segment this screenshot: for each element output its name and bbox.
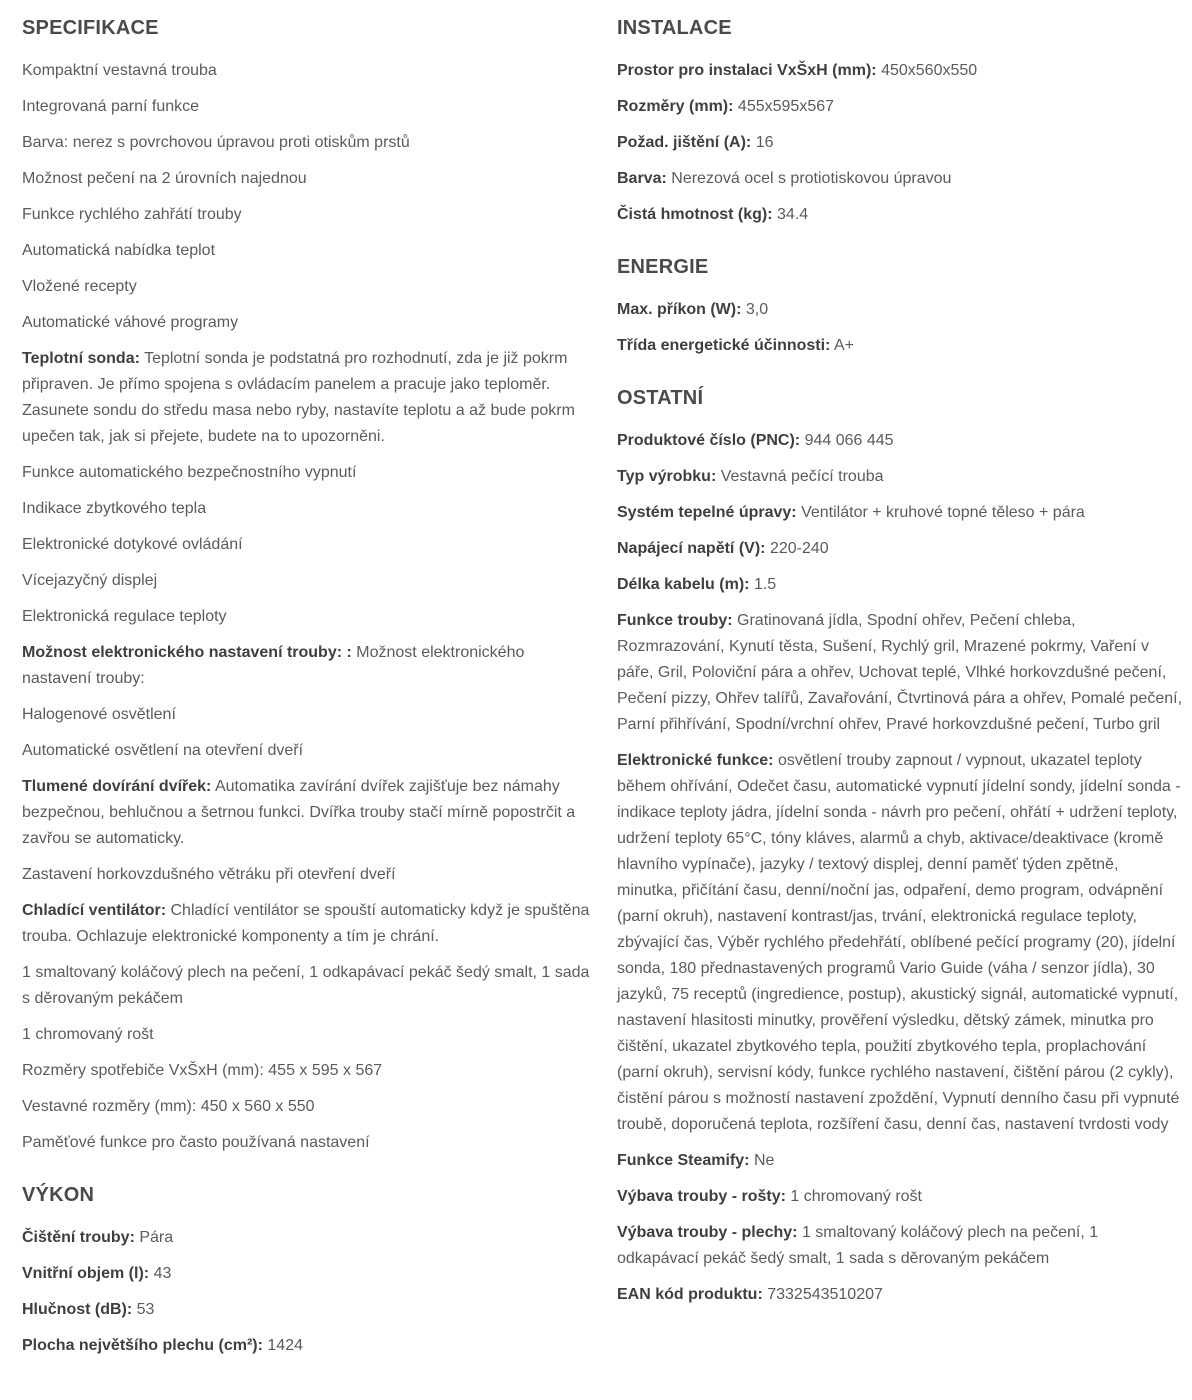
spec-item-label: Typ výrobku:: [617, 468, 717, 485]
spec-item-value: Vestavné rozměry (mm): 450 x 560 x 550: [22, 1098, 315, 1115]
spec-item-value: 220-240: [769, 540, 829, 557]
spec-item: [617, 500, 1183, 526]
spec-item: [22, 274, 592, 300]
section-title-instalace: INSTALACE: [617, 17, 732, 39]
spec-item-label: Barva:: [617, 170, 667, 187]
spec-item: [617, 572, 1183, 598]
spec-item-value: Barva: nerez s povrchovou úpravou proti otiskům prstů: [22, 134, 410, 151]
spec-item: [22, 1022, 592, 1048]
spec-item-value: Gratinovaná jídla, Spodní ohřev, Pečení chleba, Rozmrazování, Kynutí těsta, Sušení, Rychlý gril, Mrazené pokrmy, Vaření v páře, Gril, Poloviční pára a ohřev, Uchovat teplé, Vlhké horkovzdušné pečení, Pečení pizzy, Ohřev talířů, Zavařování, Čtvrtinová pára a ohřev, Pomalé pečení, Parní přihřívání, Spodní/vrchní ohřev, Pravé horkovzdušné pečení, Turbo gril: [617, 612, 1183, 733]
spec-item-label: Čistá hmotnost (kg):: [617, 206, 773, 223]
spec-item: [22, 310, 592, 336]
spec-item-value: Funkce automatického bezpečnostního vypnutí: [22, 464, 357, 481]
spec-item-value: 7332543510207: [767, 1286, 883, 1303]
spec-item: [617, 1220, 1183, 1272]
spec-item: [22, 496, 592, 522]
spec-item: [617, 1184, 1183, 1210]
spec-item: [617, 1282, 1183, 1308]
spec-item-value: 34.4: [777, 206, 809, 223]
spec-item-label: Rozměry (mm):: [617, 98, 734, 115]
spec-item-label: Produktové číslo (PNC):: [617, 432, 801, 449]
spec-item-value: Funkce rychlého zahřátí trouby: [22, 206, 242, 223]
spec-item-label: Třída energetické účinnosti:: [617, 337, 831, 354]
spec-item-value: Indikace zbytkového tepla: [22, 500, 207, 517]
spec-item: [22, 130, 592, 156]
spec-item-label: Funkce trouby:: [617, 612, 733, 629]
section-title-ostatni: OSTATNÍ: [617, 387, 704, 409]
spec-item-value: Ne: [753, 1152, 775, 1169]
spec-item-value: 1 smaltovaný koláčový plech na pečení, 1 odkapávací pekáč šedý smalt, 1 sada s děrovaným pekáčem: [617, 1224, 1099, 1267]
spec-item-value: 1 chromovaný rošt: [22, 1026, 154, 1043]
spec-item-label: Vnitřní objem (l):: [22, 1265, 150, 1282]
spec-item: [617, 130, 1183, 156]
spec-item-value: 1.5: [753, 576, 777, 593]
spec-item-value: 43: [153, 1265, 172, 1282]
spec-item: [22, 640, 592, 692]
spec-item-label: EAN kód produktu:: [617, 1286, 763, 1303]
spec-item-label: Prostor pro instalaci VxŠxH (mm):: [617, 62, 877, 79]
spec-item: [22, 1130, 592, 1156]
spec-item: [617, 748, 1183, 1138]
spec-item: [22, 1297, 592, 1323]
spec-item: [22, 1058, 592, 1084]
spec-item: [22, 862, 592, 888]
instalace-list: [617, 58, 1183, 228]
spec-item: [22, 166, 592, 192]
spec-item-label: Možnost elektronického nastavení trouby: :: [22, 644, 352, 661]
spec-item-value: Teplotní sonda je podstatná pro rozhodnutí, zda je již pokrm připraven. Je přímo spojena s ovládacím panelem a pracuje jako teploměr. Zasunete sondu do středu masa nebo ryby, nastavíte teplotu a až bude pokrm upečen tak, jak si přejete, budete na to upozorněni.: [22, 350, 575, 445]
spec-item-label: Požad. jištění (A):: [617, 134, 752, 151]
spec-item-value: Automatické váhové programy: [22, 314, 239, 331]
section-energie: [617, 254, 1183, 359]
spec-item-value: A+: [833, 337, 854, 354]
spec-item: [22, 1094, 592, 1120]
spec-item-value: Zastavení horkovzdušného větráku při otevření dveří: [22, 866, 396, 883]
spec-item-label: Délka kabelu (m):: [617, 576, 750, 593]
spec-item-value: Rozměry spotřebiče VxŠxH (mm): 455 x 595 x 567: [22, 1062, 383, 1079]
spec-item-value: osvětlení trouby zapnout / vypnout, ukazatel teploty během ohřívání, Odečet času, automatické vypnutí jídelní sondy, jídelní sonda - indikace teploty jádra, jídelní sonda - návrh pro pečení, ohřátí + udržení teploty, udržení teploty 65°C, tóny kláves, alarmů a chyb, aktivace/deaktivace (kromě hlavního vypínače), jazyky / textový displej, denní paměť týden zpětně, minutka, přičítání času, denní/noční jas, odpaření, demo program, odvápnění (parní okruh), nastavení kontrast/jas, trvání, elektronická regulace teploty, zbývající čas, Výběr rychlého předehřátí, oblíbené pečící programy (20), jídelní sonda, 180 přednastavených programů Vario Guide (váha / senzor jídla), 30 jazyků, 75 receptů (ingredience, postup), akustický signál, automatické vypnutí, nastavení hlasitosti minutky, prověření výsledku, dětský zámek, minutka pro čištění, ukazatel zbytkového tepla, použití zbytkového tepla, proplachování (parní okruh), servisní kódy, funkce rychlého nastavení, čištění párou (2 cykly), čistění párou s možností nastavení zpoždění, Vypnutí denního času při vypnuté troubě, doporučená teplota, rozšíření času, denní čas, nastavení tvrdosti vody: [617, 752, 1181, 1133]
spec-item-label: Výbava trouby - plechy:: [617, 1224, 798, 1241]
spec-item-value: Možnost pečení na 2 úrovních najednou: [22, 170, 307, 187]
spec-item: [22, 202, 592, 228]
spec-item-value: Automatická nabídka teplot: [22, 242, 216, 259]
spec-item: [22, 238, 592, 264]
spec-item-value: Vícejazyčný displej: [22, 572, 158, 589]
energie-list: [617, 297, 1183, 359]
spec-item-value: 53: [136, 1301, 155, 1318]
spec-item-value: Kompaktní vestavná trouba: [22, 62, 217, 79]
spec-item-label: Čištění trouby:: [22, 1229, 135, 1246]
spec-item-value: Vestavná pečící trouba: [720, 468, 884, 485]
spec-item: [617, 333, 1183, 359]
spec-item-value: 1 smaltovaný koláčový plech na pečení, 1 odkapávací pekáč šedý smalt, 1 sada s děrovaným pekáčem: [22, 964, 590, 1007]
vykon-list: [22, 1225, 592, 1359]
spec-item: [22, 346, 592, 450]
spec-item-value: 1424: [267, 1337, 303, 1354]
spec-item-label: Napájecí napětí (V):: [617, 540, 766, 557]
spec-item-value: Elektronická regulace teploty: [22, 608, 227, 625]
spec-item-value: Chladící ventilátor se spouští automaticky když je spuštěna trouba. Ochlazuje elektronické komponenty a tím je chrání.: [22, 902, 590, 945]
spec-item: [617, 297, 1183, 323]
section-vykon: [22, 1182, 592, 1359]
spec-item: [22, 960, 592, 1012]
spec-item-value: Automatika zavírání dvířek zajišťuje bez námahy bezpečnou, behlučnou a šetrnou funkci. Dvířka trouby stačí mírně popostrčit a zavřou se automaticky.: [22, 778, 576, 847]
spec-item-value: Možnost elektronického nastavení trouby:: [22, 644, 525, 687]
spec-item: [22, 460, 592, 486]
spec-item: [617, 58, 1183, 84]
spec-item: [22, 1261, 592, 1287]
spec-item: [617, 166, 1183, 192]
spec-item-label: Funkce Steamify:: [617, 1152, 750, 1169]
left-column: [22, 0, 592, 1369]
spec-item-value: Paměťové funkce pro často používaná nastavení: [22, 1134, 370, 1151]
spec-item-value: Automatické osvětlení na otevření dveří: [22, 742, 304, 759]
section-title-specifikace: SPECIFIKACE: [22, 17, 159, 39]
spec-item: [617, 536, 1183, 562]
spec-item: [617, 428, 1183, 454]
spec-item: [617, 1148, 1183, 1174]
spec-item-value: 944 066 445: [804, 432, 894, 449]
spec-item: [22, 738, 592, 764]
spec-item: [617, 608, 1183, 738]
spec-item: [22, 702, 592, 728]
spec-item-value: Integrovaná parní funkce: [22, 98, 200, 115]
spec-item: [22, 774, 592, 852]
spec-item-value: Vložené recepty: [22, 278, 137, 295]
spec-item-label: Hlučnost (dB):: [22, 1301, 133, 1318]
spec-item-label: Tlumené dovírání dvířek:: [22, 778, 212, 795]
spec-item: [22, 1333, 592, 1359]
spec-item: [22, 898, 592, 950]
spec-item: [617, 202, 1183, 228]
spec-item-label: Plocha největšího plechu (cm²):: [22, 1337, 263, 1354]
spec-item-value: Nerezová ocel s protiotiskovou úpravou: [671, 170, 952, 187]
specifikace-list: [22, 58, 592, 1156]
spec-item-label: Chladící ventilátor:: [22, 902, 167, 919]
spec-item: [617, 464, 1183, 490]
section-specifikace: [22, 15, 592, 1156]
spec-item: [22, 568, 592, 594]
spec-item: [617, 94, 1183, 120]
section-title-vykon: VÝKON: [22, 1184, 95, 1206]
spec-item: [22, 58, 592, 84]
spec-item-label: Max. příkon (W):: [617, 301, 742, 318]
section-ostatni: [617, 385, 1183, 1308]
spec-item-value: 16: [755, 134, 774, 151]
spec-item: [22, 532, 592, 558]
ostatni-list: [617, 428, 1183, 1308]
spec-item-label: Výbava trouby - rošty:: [617, 1188, 786, 1205]
spec-item-value: 3,0: [745, 301, 769, 318]
spec-item-value: Ventilátor + kruhové topné těleso + pára: [801, 504, 1085, 521]
spec-item-value: Pára: [139, 1229, 174, 1246]
spec-item-value: 455x595x567: [737, 98, 835, 115]
spec-item-value: 1 chromovaný rošt: [790, 1188, 922, 1205]
spec-item-label: Systém tepelné úpravy:: [617, 504, 797, 521]
spec-item: [22, 1225, 592, 1251]
spec-item-value: 450x560x550: [881, 62, 978, 79]
spec-item-value: Halogenové osvětlení: [22, 706, 176, 723]
spec-item-label: Elektronické funkce:: [617, 752, 774, 769]
right-column: [617, 0, 1183, 1318]
section-instalace: [617, 15, 1183, 228]
spec-item: [22, 604, 592, 630]
spec-item: [22, 94, 592, 120]
spec-item-value: Elektronické dotykové ovládání: [22, 536, 243, 553]
section-title-energie: ENERGIE: [617, 256, 709, 278]
spec-item-label: Teplotní sonda:: [22, 350, 140, 367]
